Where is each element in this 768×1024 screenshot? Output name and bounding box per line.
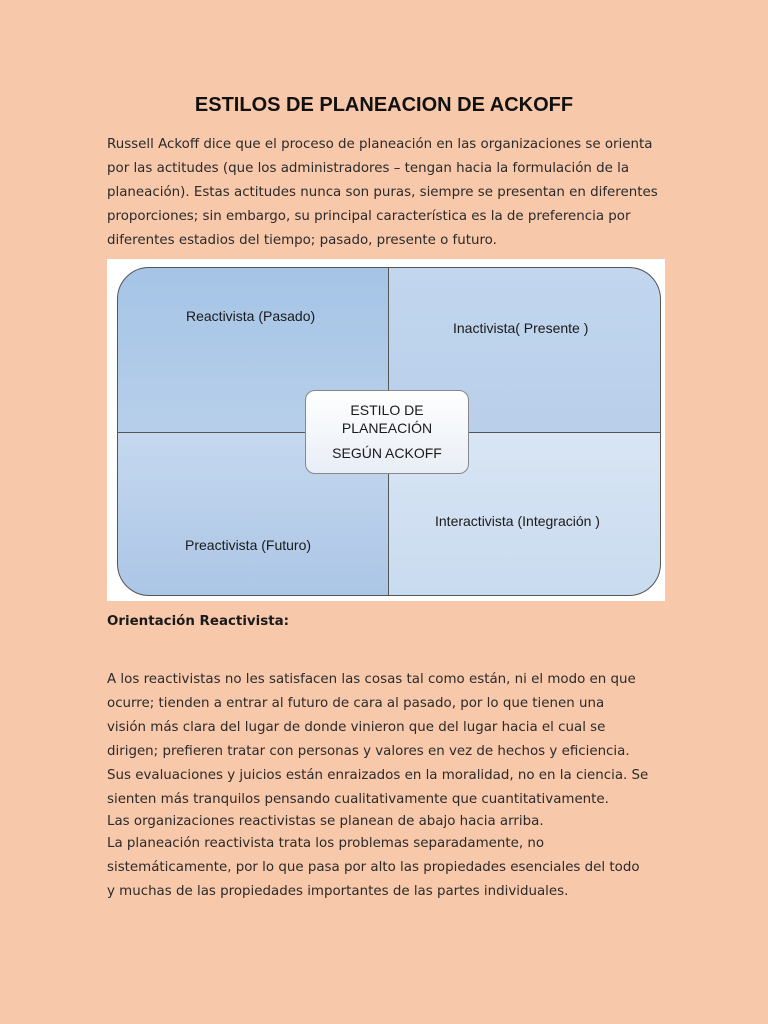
- page-title: ESTILOS DE PLANEACION DE ACKOFF: [194, 94, 574, 116]
- intro-paragraph: Russell Ackoff dice que el proceso de planeación en las organizaciones se orienta por las actitudes (que los administradores – tengan hacia la formulación de la planeación). Estas actitudes nunca son puras, siempre se presentan en diferentes proporciones; sin embargo, su principal característica es la de preferencia por diferentes estadios del tiempo; pasado, presente o futuro.: [107, 137, 658, 248]
- section-line: sienten más tranquilos pensando cualitativamente que cuantitativamente.: [107, 792, 609, 807]
- section-heading: Orientación Reactivista:: [107, 614, 289, 629]
- section-line: ocurre; tienden a entrar al futuro de cara al pasado, por lo que tienen una: [107, 696, 605, 711]
- section-line: dirigen; prefieren tratar con personas y valores en vez de hechos y eficiencia.: [107, 744, 630, 759]
- quadrant-label-preactivista: Preactivista (Futuro): [185, 537, 312, 553]
- section-line: Sus evaluaciones y juicios están enraizados en la moralidad, no en la ciencia. Se: [107, 768, 649, 783]
- quadrant-label-inactivista: Inactivista( Presente ): [453, 320, 589, 336]
- section-line: sistemáticamente, por lo que pasa por alto las propiedades esenciales del todo: [107, 860, 640, 875]
- center-label-line1: ESTILO DE: [350, 402, 424, 418]
- center-label-line2: PLANEACIÓN: [341, 420, 433, 436]
- ackoff-diagram: [107, 259, 665, 601]
- center-label-line3: SEGÚN ACKOFF: [332, 445, 442, 461]
- section-line: A los reactivistas no les satisfacen las cosas tal como están, ni el modo en que: [107, 672, 636, 687]
- quadrant-label-reactivista: Reactivista (Pasado): [186, 308, 316, 324]
- section-line: La planeación reactivista trata los problemas separadamente, no: [107, 836, 545, 851]
- section-line: y muchas de las propiedades importantes de las partes individuales.: [107, 884, 569, 899]
- section-line: Las organizaciones reactivistas se planean de abajo hacia arriba.: [107, 814, 544, 829]
- section-line: visión más clara del lugar de donde vinieron que del lugar hacia el cual se: [107, 720, 606, 735]
- center-label-box: [305, 390, 469, 474]
- section-body: [107, 668, 667, 904]
- quadrant-label-interactivista: Interactivista (Integración ): [435, 513, 600, 529]
